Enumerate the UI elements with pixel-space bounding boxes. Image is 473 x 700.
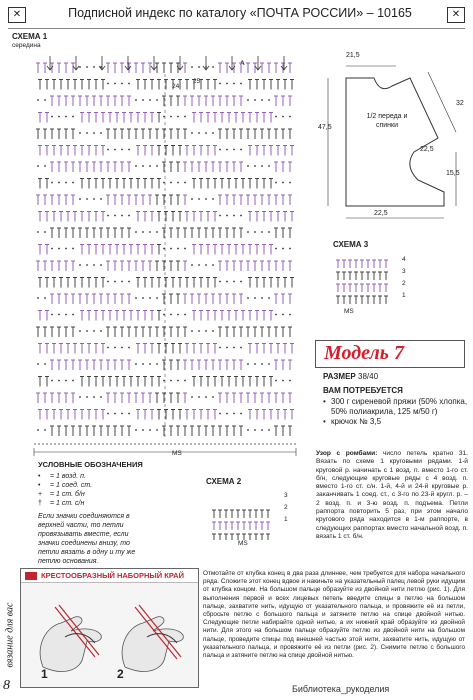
heading-bar-icon — [25, 572, 37, 580]
size-value: 38/40 — [358, 372, 379, 381]
size-label: РАЗМЕР — [323, 372, 356, 381]
schema2-row-3: 3 — [284, 492, 288, 499]
schema1-row-left: 24 — [172, 83, 180, 90]
dim-right-top: 32 — [456, 100, 464, 107]
dim-inner-label: 1/2 переда и спинки — [366, 113, 408, 129]
fig1-number: 1 — [41, 667, 48, 681]
schema2-ms: MS — [238, 540, 248, 547]
schema3-row-1: 1 — [402, 292, 406, 299]
garment-pattern-diagram — [318, 42, 468, 222]
schema1-label: СХЕМА 1 — [12, 32, 48, 41]
legend-heading: УСЛОВНЫЕ ОБОЗНАЧЕНИЯ — [38, 460, 143, 469]
schema2-chart — [206, 490, 286, 540]
pattern-heading: Узор с ромбами: — [316, 450, 378, 457]
legend-item: • = 1 возд. п. — [38, 473, 86, 480]
watermark: Библиотека_рукоделия — [292, 684, 390, 694]
schema3-ms: MS — [344, 308, 354, 315]
schema2-row-1: 1 — [284, 516, 288, 523]
page-number: 8 — [3, 678, 10, 693]
schema3-chart — [330, 252, 400, 312]
needs-item: • крючок № 3,5 — [323, 417, 382, 426]
side-text: вязание для вас — [4, 602, 16, 668]
legend-item: + = 1 ст. б/н — [38, 491, 85, 498]
legend — [38, 460, 198, 566]
header-left-mark: ✕ — [8, 7, 26, 23]
schema3-row-4: 4 — [402, 256, 406, 263]
pattern-description — [316, 450, 468, 541]
schema3-label: СХЕМА 3 — [333, 240, 369, 249]
schema1-crochet-chart — [20, 48, 310, 458]
schema1-marker-a-right: А — [240, 60, 245, 67]
cast-on-illustration — [25, 587, 195, 683]
model-title-box — [315, 340, 465, 368]
schema2-row-2: 2 — [284, 504, 288, 511]
schema2-label: СХЕМА 2 — [206, 477, 242, 486]
needs-item: • 300 г сиреневой пряжи (50% хлопка, 50% полиакрила, 125 м/50 г) — [323, 397, 468, 416]
dim-armhole: 22,5 — [420, 146, 434, 153]
header-divider — [8, 28, 465, 29]
legend-item: † = 1 ст. с/н — [38, 500, 85, 507]
header-right-mark: ✕ — [447, 7, 465, 23]
legend-item: • = 1 соед. ст. — [38, 482, 93, 489]
model-title: Модель 7 — [324, 342, 404, 364]
dim-bottom: 22,5 — [374, 210, 388, 217]
schema1-row-right: 25 — [193, 78, 201, 85]
schema1-sublabel: середина — [12, 42, 41, 49]
needs-label: ВАМ ПОТРЕБУЕТСЯ — [323, 386, 403, 395]
schema3-row-2: 2 — [402, 280, 406, 287]
dim-top: 21,5 — [346, 52, 360, 59]
legend-note: Если значки соединяются в верхней части, то петли провязывать вместе, если значки соединены внизу, то петли вязать в одну и ту же петлю основания. — [38, 513, 136, 565]
fig2-number: 2 — [117, 667, 124, 681]
cast-on-heading: КРЕСТООБРАЗНЫЙ НАБОРНЫЙ КРАЙ — [21, 569, 198, 583]
pattern-body: число петель кратно 31. Вязать по схеме 1 круговыми рядами. 1-й круговой р. начинать с 1 возд. п. вместо 1-го ст. б/н, следующие круговые ряды с 4 возд. п. вместо 1-го ст. с/н. 1-й, 4-й и 24-й круговые р. заканчивать 1 соед. ст., с 3-го по 23-й кругл. р. – 2 возд. п. и 3-ю возд. п. подъема. Петли раппорта повторить 5 раз, при этом начало кругового ряда находится в 1-м раппорте, в следующих раппортах вместо начальной возд. п. вязать 1 ст. б/н. — [316, 450, 469, 540]
schema1-ms-label: MS — [172, 450, 182, 457]
side-label — [2, 575, 18, 695]
cast-on-box — [20, 568, 199, 688]
header-title: Подписной индекс по каталогу «ПОЧТА РОССИИ» – 10165 — [68, 6, 412, 20]
schema3-row-3: 3 — [402, 268, 406, 275]
dim-left: 47,5 — [318, 124, 332, 131]
cast-on-text: Отмотайте от клубка конец в два раза длиннее, чем требуется для набора начального ряда. Сложите этот конец вдвое и накиньте на указательный палец левой руки идущим от клубка концом. На большом пальце образуйте из двойной нити петлю (рис. 1). Для выполнения первой и всех лицевых петель введите спицы в петлю на большом пальце, захватите нить, идущую от указательного пальца, и провяжите её из петли, сбросьте петлю с большого пальца и затяните петлю на спице двойной нитью. Следующие петли набирайте одной нитью, а их нижний край образуйте из двойной нити. Для этого на большом пальце образуйте петлю из двойной нити на большом пальце, проведите спицы под внешней частью этой нити, захватите нить, идущую от указательного пальца, и провяжите её из петли (рис. 2). Снимите петлю с большого пальца и затяните петлю на спице двойной нитью. — [203, 570, 465, 660]
model-info — [323, 372, 468, 427]
dim-right-bottom: 15,5 — [446, 170, 460, 177]
page-header — [0, 0, 473, 30]
